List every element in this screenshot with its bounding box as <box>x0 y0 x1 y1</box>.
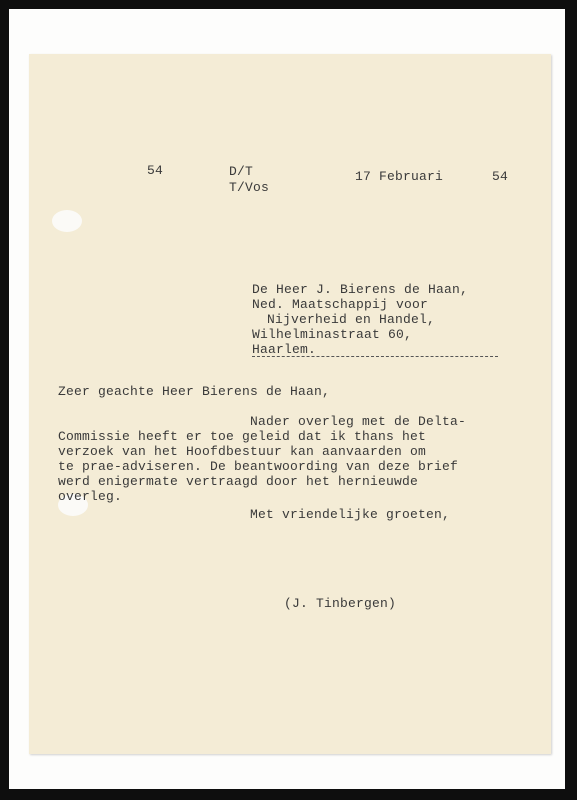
body-line-2: Commissie heeft er toe geleid dat ik thans het <box>58 429 427 444</box>
body-line-1: Nader overleg met de Delta- <box>250 414 467 429</box>
body-line-4: te prae-adviseren. De beantwoording van deze brief <box>58 459 459 474</box>
signature: (J. Tinbergen) <box>284 596 397 611</box>
recipient-line-3: Nijverheid en Handel, <box>267 312 436 327</box>
letter-page <box>29 54 551 754</box>
address-underline <box>252 356 498 357</box>
salutation: Zeer geachte Heer Bierens de Haan, <box>58 384 331 399</box>
closing: Met vriendelijke groeten, <box>250 507 451 522</box>
body-line-6: overleg. <box>58 489 123 504</box>
recipient-line-2: Ned. Maatschappij voor <box>252 297 429 312</box>
recipient-line-5: Haarlem. <box>252 342 317 357</box>
punch-hole-top <box>52 210 82 232</box>
body-line-5: werd enigermate vertraagd door het hernieuwde <box>58 474 419 489</box>
recipient-line-1: De Heer J. Bierens de Haan, <box>252 282 469 297</box>
letter-date: 17 Februari <box>355 169 444 184</box>
reference-line-2: T/Vos <box>229 180 270 195</box>
number-right: 54 <box>492 169 509 184</box>
recipient-line-4: Wilhelminastraat 60, <box>252 327 413 342</box>
body-line-3: verzoek van het Hoofdbestuur kan aanvaarden om <box>58 444 427 459</box>
number-left: 54 <box>147 163 164 178</box>
reference-line-1: D/T <box>229 164 254 179</box>
